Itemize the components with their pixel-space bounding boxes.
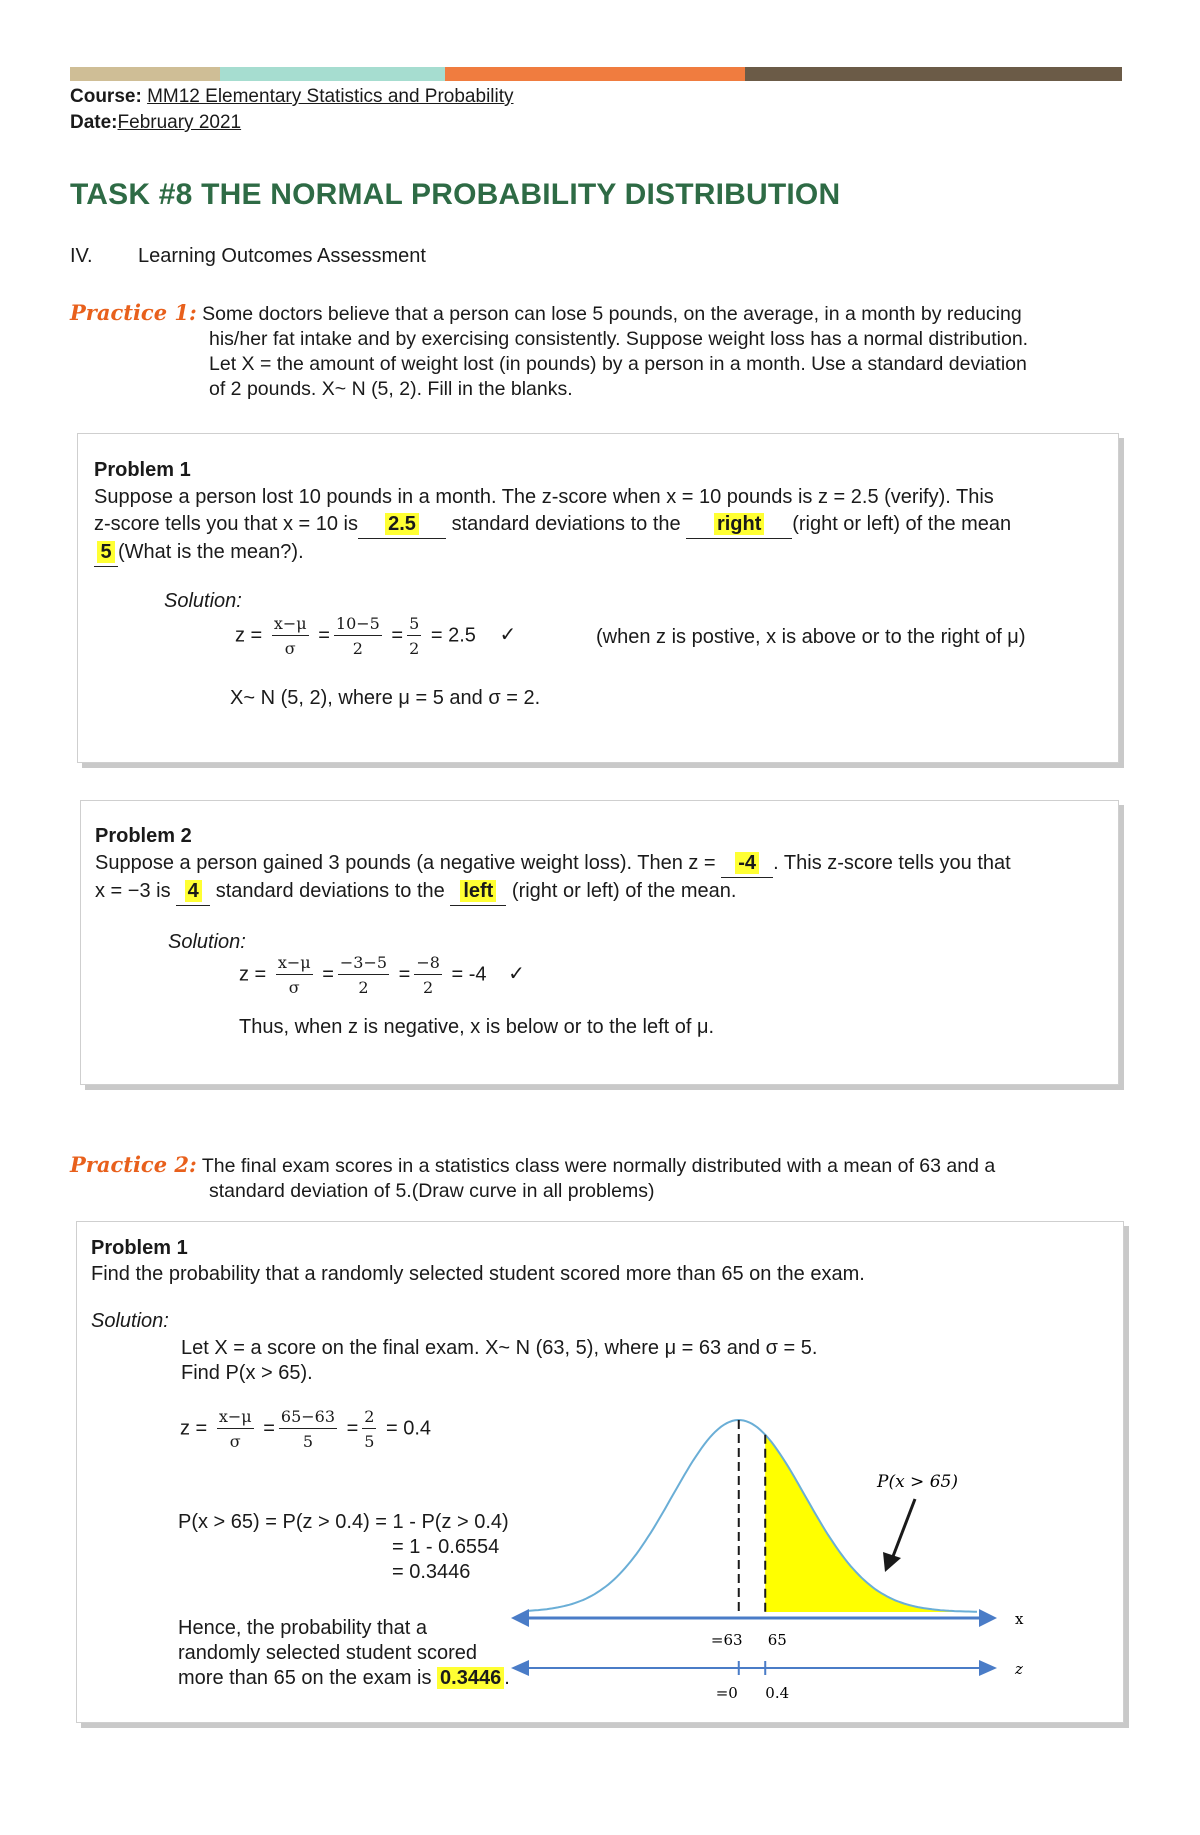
numerator: x−μ <box>217 1407 254 1429</box>
conclusion-line: Hence, the probability that a <box>178 1617 428 1639</box>
x-axis-arrow-left <box>511 1609 529 1627</box>
practice1-line: Let X = the amount of weight lost (in pounds) by a person in a month. Use a standard deviation <box>209 353 1027 375</box>
practice2-label: Practice 2: <box>70 1152 197 1177</box>
z-result: = 0.4 <box>386 1417 432 1440</box>
z-tick-label: =0 <box>715 1684 738 1702</box>
fraction <box>407 614 421 658</box>
denominator: 5 <box>364 1432 375 1451</box>
z-axis-arrow-left <box>511 1660 529 1676</box>
answer-value: 5 <box>97 541 114 563</box>
course-value: MM12 Elementary Statistics and Probability <box>147 86 514 107</box>
z-axis-label: z <box>1015 1660 1023 1678</box>
header-color-bar <box>70 67 1122 81</box>
conclusion-line <box>178 1667 510 1690</box>
fraction <box>414 953 442 997</box>
solution-label: Solution: <box>168 931 246 953</box>
problem-text-part: x = −3 is <box>95 880 171 902</box>
answer-value: 0.3446 <box>437 1667 504 1689</box>
course-line <box>70 86 514 108</box>
find-statement: Find P(x > 65). <box>181 1362 313 1384</box>
problem-text-part: Suppose a person gained 3 pounds (a negative weight loss). Then z = <box>95 852 716 874</box>
z-score-equation: z = $\frac{x-\mu}{\sigma}$ = $\frac{-3-5}{2}$ = $\frac{-8}{2}$ = -4 ✓ <box>239 953 525 997</box>
bar-segment-brown <box>745 67 1122 81</box>
problem-text-part: standard deviations to the <box>451 513 681 535</box>
denominator: 2 <box>423 978 434 997</box>
fraction <box>279 1407 337 1451</box>
answer-blank[interactable] <box>450 878 506 906</box>
problem-text-part: z-score tells you that x = 10 is <box>94 513 359 535</box>
z-result: = -4 <box>451 963 487 986</box>
fraction <box>338 953 389 997</box>
answer-value: right <box>714 513 764 535</box>
denominator: 5 <box>302 1432 314 1451</box>
answer-blank[interactable] <box>686 511 792 539</box>
practice2-problem1-box <box>76 1221 1124 1723</box>
z-result: = 2.5 <box>430 624 476 647</box>
denominator: σ <box>284 639 296 658</box>
practice1-line: his/her fat intake and by exercising consistently. Suppose weight loss has a normal distribution. <box>209 328 1029 350</box>
region-arrow <box>892 1499 915 1559</box>
numerator: 5 <box>407 614 421 636</box>
answer-blank[interactable] <box>176 878 210 906</box>
practice1-problem1-box <box>77 433 1119 763</box>
problem-title: Problem 1 <box>91 1237 188 1259</box>
normal-curve-graph <box>507 1362 1107 1712</box>
problem-line: Suppose a person lost 10 pounds in a month. The z-score when x = 10 pounds is z = 2.5 (verify). This <box>94 486 994 508</box>
solution-note: (when z is postive, x is above or to the right of μ) <box>596 626 1026 648</box>
practice1-line: Some doctors believe that a person can lose 5 pounds, on the average, in a month by reducing <box>202 303 1022 325</box>
check-icon: ✓ <box>499 624 517 647</box>
bar-segment-aqua <box>220 67 445 81</box>
problem-text-part: . This z-score tells you that <box>773 852 1011 874</box>
practice2-line: standard deviation of 5.(Draw curve in all problems) <box>209 1180 655 1202</box>
x-axis-label: x <box>1015 1610 1024 1628</box>
date-value: February 2021 <box>117 112 242 133</box>
practice2-line: The final exam scores in a statistics class were normally distributed with a mean of 63 and a <box>201 1155 996 1177</box>
denominator: 2 <box>358 978 369 997</box>
problem-text-part: (What is the mean?). <box>118 541 304 563</box>
section-number: IV. <box>70 245 93 267</box>
x-axis-arrow-right <box>979 1609 997 1627</box>
solution-label: Solution: <box>164 590 242 612</box>
z-score-equation: z = $\frac{x-\mu}{\sigma}$ = $\frac{10-5}{2}$ = $\frac{5}{2}$ = 2.5 ✓ <box>235 614 517 658</box>
bar-segment-orange <box>445 67 745 81</box>
distribution-statement: X~ N (5, 2), where μ = 5 and σ = 2. <box>230 687 541 709</box>
page-title: TASK #8 THE NORMAL PROBABILITY DISTRIBUTION <box>70 178 841 211</box>
practice1-line: of 2 pounds. X~ N (5, 2). Fill in the blanks. <box>209 378 573 400</box>
z-tick-label: 0.4 <box>765 1684 790 1702</box>
section-label: Learning Outcomes Assessment <box>138 245 426 267</box>
numerator: 65−63 <box>279 1407 337 1429</box>
conclusion-period: . <box>504 1667 510 1689</box>
course-label: Course: <box>70 86 142 107</box>
x-tick-label: =63 <box>710 1631 743 1649</box>
numerator: x−μ <box>276 953 313 975</box>
denominator: 2 <box>352 639 363 658</box>
solution-note: Thus, when z is negative, x is below or to the left of μ. <box>239 1016 715 1038</box>
practice1-problem2-box <box>80 800 1119 1085</box>
fraction <box>362 1407 376 1451</box>
problem-text <box>94 484 1104 567</box>
date-label: Date: <box>70 112 118 133</box>
conclusion-text: more than 65 on the exam is <box>178 1667 432 1689</box>
section-heading <box>70 245 426 268</box>
problem-text-part: (right or left) of the mean. <box>511 880 737 902</box>
region-arrow-head <box>883 1552 901 1572</box>
practice1-intro <box>70 300 1130 402</box>
fraction <box>217 1407 254 1451</box>
fraction <box>276 953 313 997</box>
problem-text-part: (right or left) of the mean <box>792 513 1012 535</box>
z-equals: z = <box>235 624 263 647</box>
answer-value: 4 <box>185 880 202 902</box>
region-label: P(x > 65) <box>877 1472 958 1492</box>
problem-title: Problem 2 <box>95 825 192 847</box>
solution-label: Solution: <box>91 1310 169 1332</box>
answer-blank[interactable] <box>358 511 446 539</box>
practice1-label: Practice 1: <box>70 300 197 325</box>
calculation-line: = 1 - 0.6554 <box>392 1536 500 1558</box>
fraction <box>334 614 382 658</box>
denominator: 2 <box>409 639 420 658</box>
z-equals: z = <box>180 1417 208 1440</box>
x-tick-label: 65 <box>767 1631 787 1649</box>
problem-line: Find the probability that a randomly selected student scored more than 65 on the exam. <box>91 1263 865 1285</box>
bar-segment-tan <box>70 67 220 81</box>
let-statement: Let X = a score on the final exam. X~ N (63, 5), where μ = 63 and σ = 5. <box>181 1337 818 1359</box>
practice2-intro <box>70 1152 1130 1204</box>
denominator: σ <box>229 1432 241 1451</box>
problem-text <box>95 850 1105 906</box>
numerator: x−μ <box>272 614 309 636</box>
answer-value: left <box>460 880 496 902</box>
check-icon: ✓ <box>508 963 525 986</box>
z-score-equation: z = $\frac{x-\mu}{\sigma}$ = $\frac{65-63}{5}$ = $\frac{2}{5}$ = 0.4 <box>180 1407 432 1451</box>
conclusion-line: randomly selected student scored <box>178 1642 478 1664</box>
date-line <box>70 112 241 134</box>
answer-value: 2.5 <box>385 513 419 535</box>
answer-blank[interactable] <box>94 539 118 567</box>
numerator: −3−5 <box>338 953 389 975</box>
z-equals: z = <box>239 963 267 986</box>
denominator: σ <box>288 978 300 997</box>
answer-value: -4 <box>735 852 759 874</box>
answer-blank[interactable] <box>721 850 773 878</box>
calculation-line: = 0.3446 <box>392 1561 471 1583</box>
calculation-line: P(x > 65) = P(z > 0.4) = 1 - P(z > 0.4) <box>178 1511 509 1533</box>
problem-title: Problem 1 <box>94 459 191 481</box>
z-axis-arrow-right <box>979 1660 997 1676</box>
numerator: 2 <box>362 1407 376 1429</box>
numerator: 10−5 <box>334 614 382 636</box>
problem-text-part: standard deviations to the <box>215 880 445 902</box>
numerator: −8 <box>414 953 442 975</box>
fraction <box>272 614 309 658</box>
